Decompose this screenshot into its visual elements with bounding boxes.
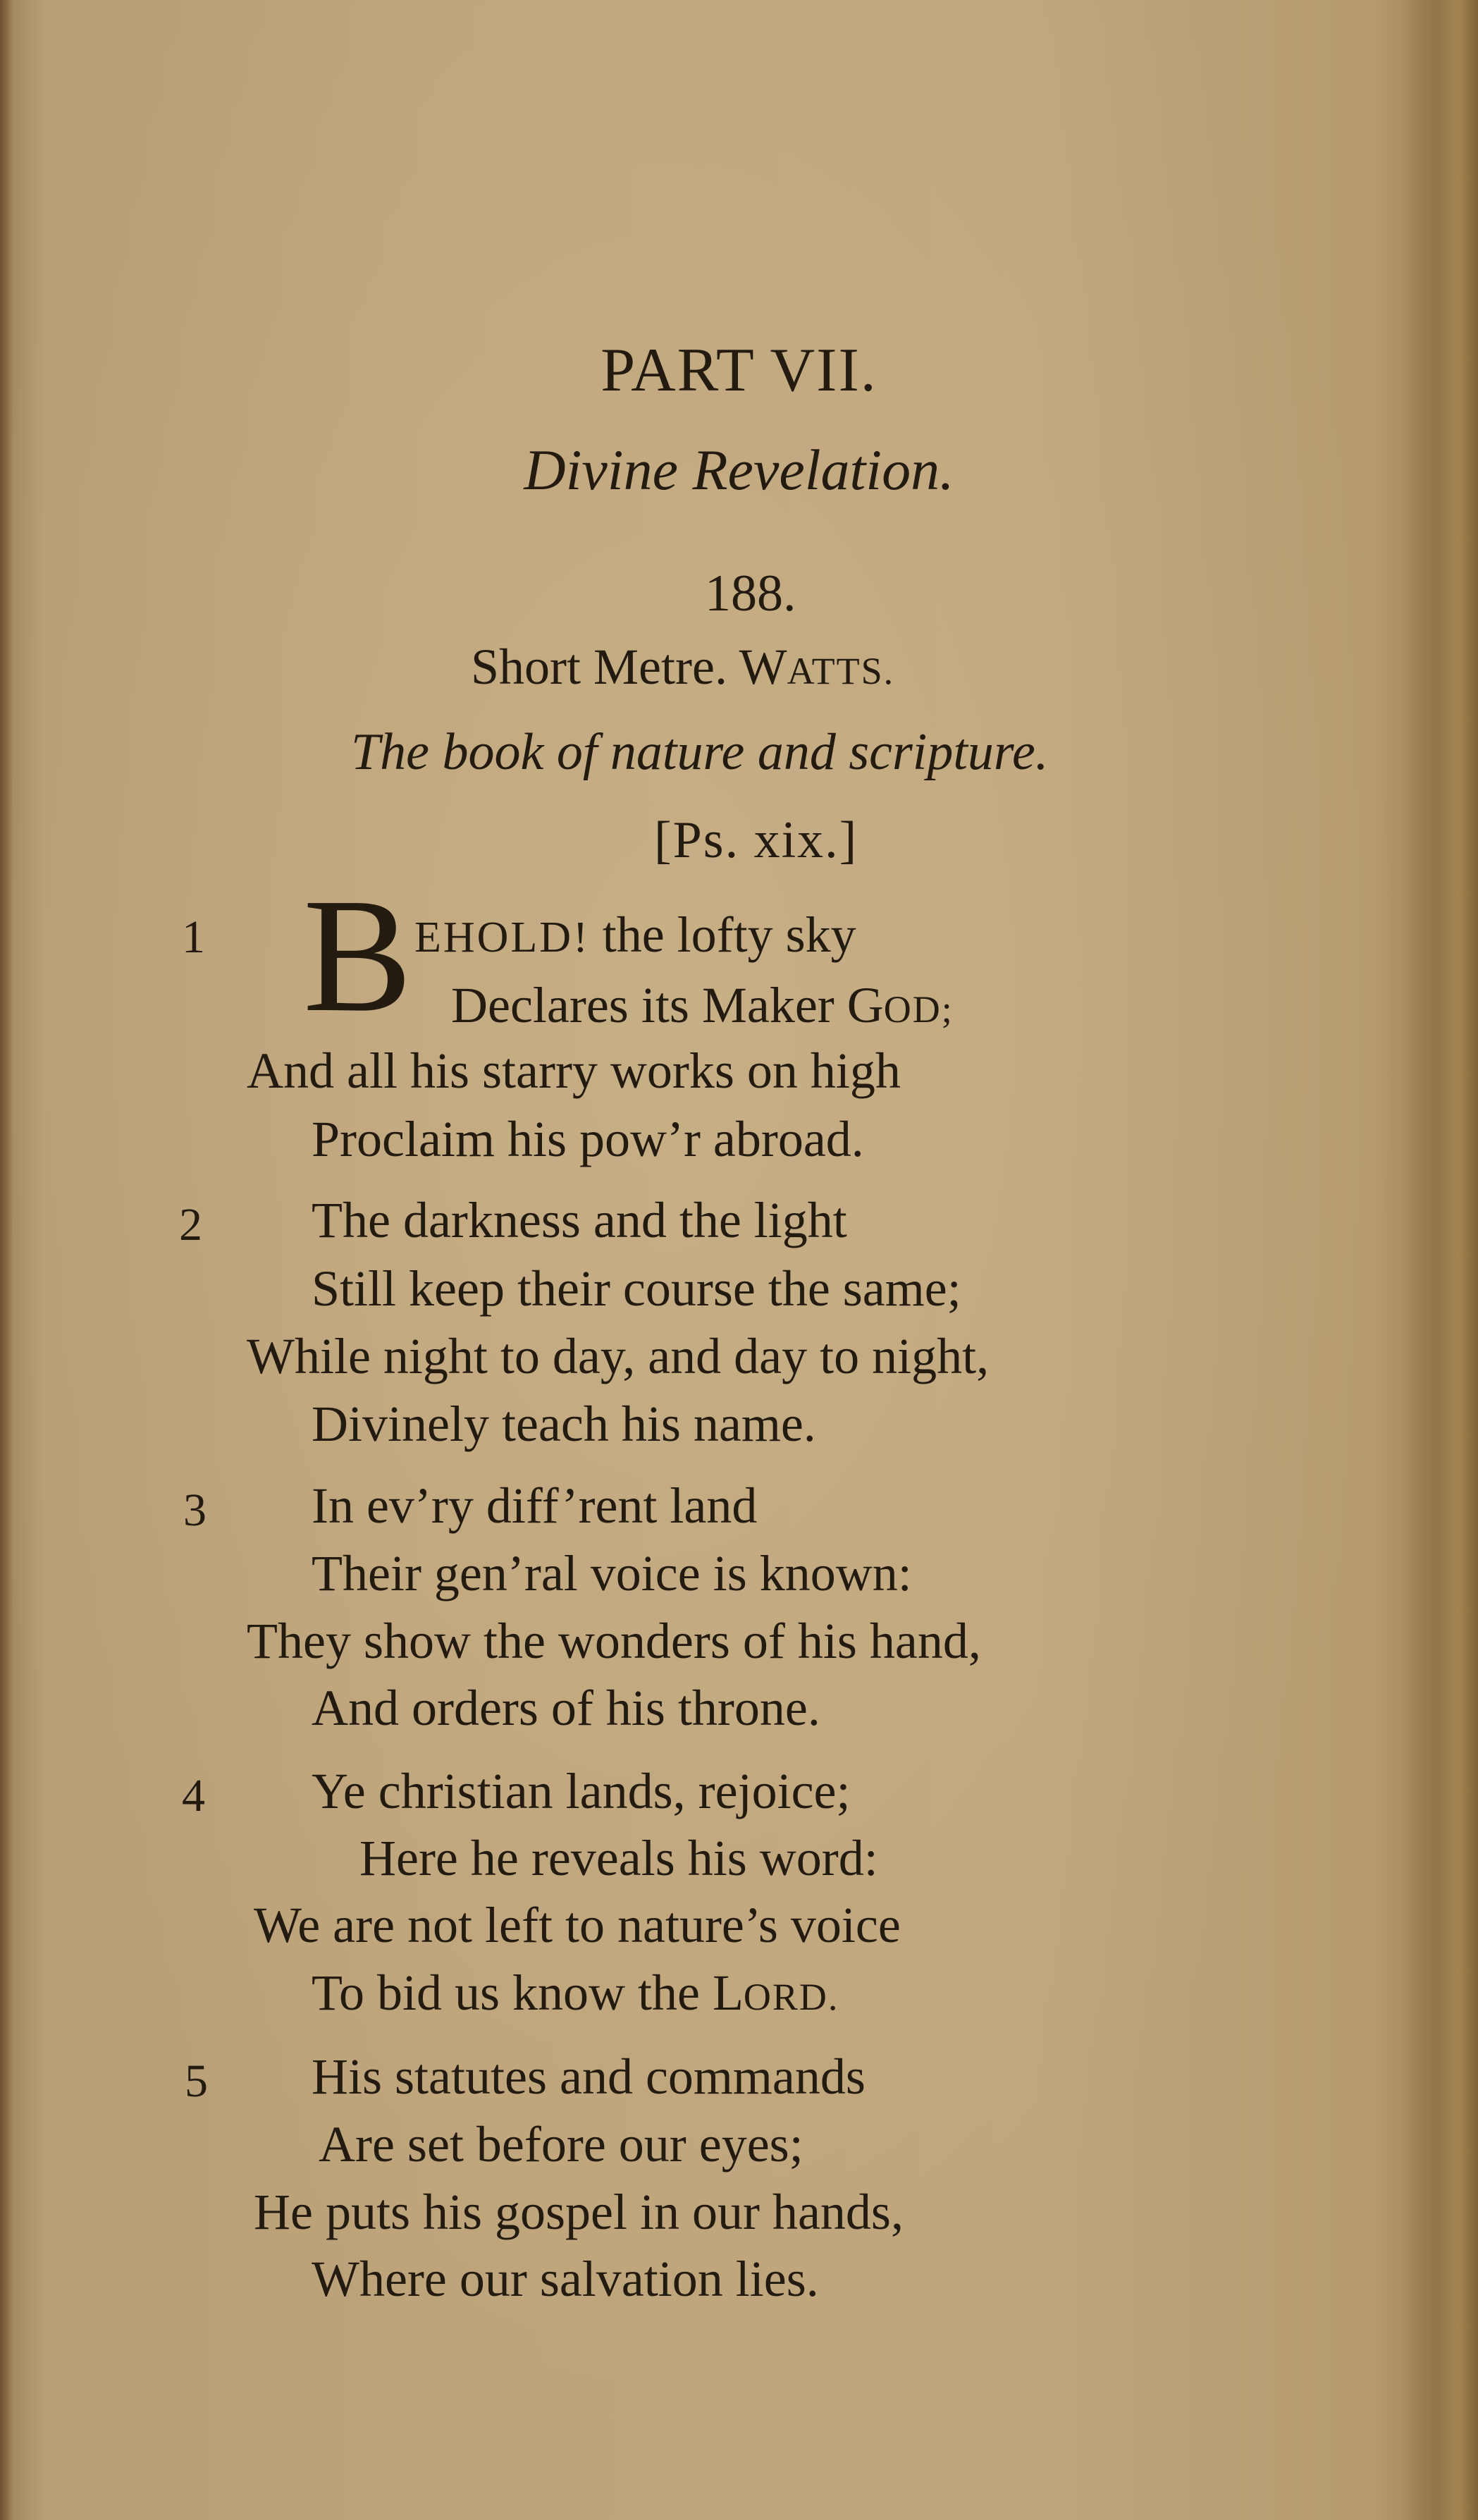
drop-cap: B bbox=[303, 865, 412, 1046]
verse-line: He puts his gospel in our hands, bbox=[254, 2184, 904, 2240]
verse-line: Declares its Maker GOD; bbox=[451, 977, 954, 1033]
psalm-reference: [Ps. xix.] bbox=[654, 811, 858, 869]
part-title: PART VII. bbox=[601, 336, 877, 405]
hymn-subject: The book of nature and scripture. bbox=[351, 723, 1049, 781]
hymn-author: WATTS. bbox=[739, 639, 895, 695]
verse-line: We are not left to nature’s voice bbox=[254, 1897, 901, 1953]
hymn-number: 188. bbox=[705, 565, 796, 622]
verse-line: EHOLD! the lofty sky bbox=[414, 906, 856, 963]
verse-line: Still keep their course the same; bbox=[312, 1260, 961, 1317]
verse-number: 2 bbox=[179, 1199, 202, 1250]
verse-line: While night to day, and day to night, bbox=[247, 1328, 990, 1384]
verse-line: In ev’ry diff’rent land bbox=[312, 1477, 758, 1534]
verse-line: Are set before our eyes; bbox=[319, 2116, 803, 2172]
verse-line: Proclaim his pow’r abroad. bbox=[312, 1111, 864, 1167]
hymn-metre: Short Metre. bbox=[471, 639, 727, 695]
verse-line: Their gen’ral voice is known: bbox=[312, 1545, 912, 1602]
verse-number: 1 bbox=[182, 911, 205, 963]
verse-number: 4 bbox=[182, 1770, 205, 1821]
verse-line: They show the wonders of his hand, bbox=[247, 1613, 981, 1669]
verse-number: 5 bbox=[185, 2055, 208, 2107]
verse-line: To bid us know the LORD. bbox=[312, 1965, 839, 2021]
verse-line: Where our salvation lies. bbox=[312, 2251, 819, 2307]
verse-line: And orders of his throne. bbox=[312, 1680, 820, 1736]
verse-line: Ye christian lands, rejoice; bbox=[312, 1763, 851, 1819]
verse-line: The darkness and the light bbox=[312, 1192, 847, 1248]
verse-line: His statutes and commands bbox=[312, 2048, 866, 2105]
first-word: EHOLD! bbox=[414, 914, 590, 961]
section-title: Divine Revelation. bbox=[524, 438, 954, 502]
metre-line bbox=[471, 638, 894, 696]
verse-line: Here he reveals his word: bbox=[359, 1830, 878, 1886]
verse-line: And all his starry works on high bbox=[247, 1043, 901, 1099]
verse-line: Divinely teach his name. bbox=[312, 1396, 816, 1452]
verse-number: 3 bbox=[183, 1485, 207, 1536]
